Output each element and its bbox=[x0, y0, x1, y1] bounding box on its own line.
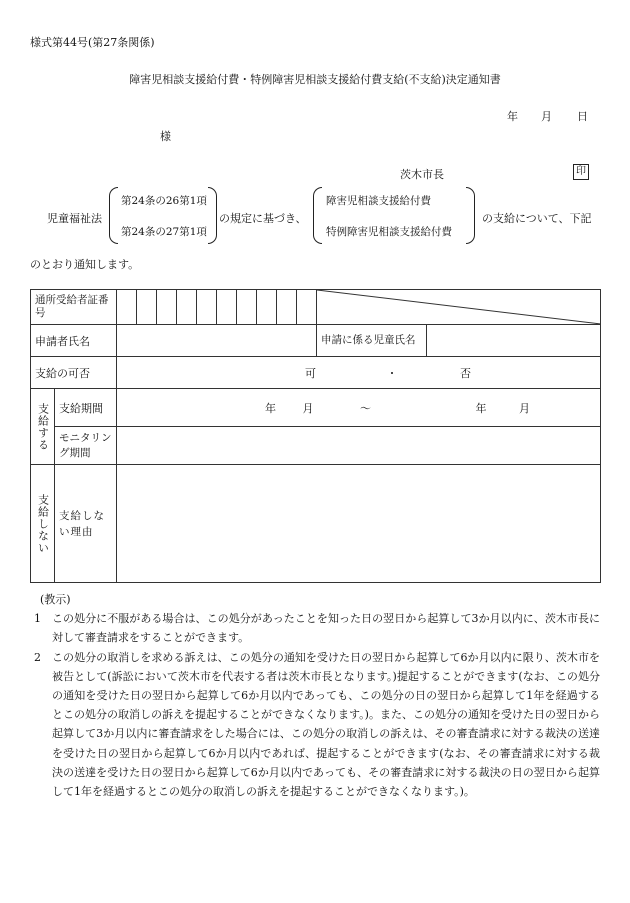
date-day: 日 bbox=[577, 110, 588, 123]
period-tilde: 〜 bbox=[360, 401, 371, 415]
approval-no: 否 bbox=[460, 366, 471, 380]
note-item bbox=[30, 609, 600, 647]
form-number: 様式第44号(第27条関係) bbox=[30, 36, 155, 49]
date-month: 月 bbox=[541, 110, 552, 123]
addressee-suffix: 様 bbox=[160, 130, 171, 143]
document-title: 障害児相談支援給付費・特例障害児相談支援給付費支給(不支給)決定通知書 bbox=[129, 73, 501, 86]
digit-box[interactable] bbox=[237, 290, 257, 324]
digit-box[interactable] bbox=[257, 290, 277, 324]
no-grant-section-label: 支給しない bbox=[36, 493, 50, 554]
note-text: この処分に不服がある場合は、この処分があったことを知った日の翌日から起算して3か月以内に、茨木市長に対して審査請求をすることができます。 bbox=[52, 612, 600, 645]
issuer-name: 茨木市長 bbox=[400, 168, 444, 181]
grant-section-label-cell bbox=[31, 389, 55, 465]
article-2: 第24条の27第1項 bbox=[121, 226, 207, 238]
left-bracket-close bbox=[208, 187, 217, 244]
approval-yes: 可 bbox=[305, 366, 316, 380]
approval-label: 支給の可否 bbox=[31, 357, 117, 389]
article-1: 第24条の26第1項 bbox=[121, 195, 207, 207]
recipient-number-boxes bbox=[117, 290, 317, 325]
period-start-year: 年 bbox=[265, 401, 276, 415]
no-grant-section-label-cell bbox=[31, 465, 55, 583]
digit-box[interactable] bbox=[197, 290, 217, 324]
period-label: 支給期間 bbox=[55, 389, 117, 427]
seal-mark: 印 bbox=[573, 164, 589, 180]
approval-field[interactable] bbox=[117, 357, 601, 389]
note-item bbox=[30, 648, 600, 802]
note-text: この処分の取消しを求める訴えは、この処分の通知を受けた日の翌日から起算して6か月以内に限り、茨木市を被告として(訴訟において茨木市を代表する者は茨木市長となります。)提起することができます(なお、この処分の通知を受けた日の翌日から起算して6か月以内であっても、この処分の日の翌日から起算して1年を経過するとこの処分の取消しの訴えを提起することができなくなります。)。また、この処分の通知を受けた日の翌日から起算して3か月以内に審査請求をした場合には、この処分の取消しの訴えは、その審査請求に対する裁決の送達を受けた日の翌日から起算して6か月以内であれば、提起することができます(なお、その審査請求に対する裁決の送達を受けた日の翌日から起算して6か月以内であっても、その審査請求に対する裁決の日の翌日から起算して1年を経過するとこの処分の取消しの訴えを提起することができなくなります。)。 bbox=[52, 650, 600, 799]
decision-table bbox=[30, 289, 601, 583]
grant-section-label: 支給する bbox=[36, 402, 50, 451]
slashed-cell bbox=[317, 290, 601, 325]
applicant-name-label: 申請者氏名 bbox=[31, 325, 117, 357]
digit-box[interactable] bbox=[297, 290, 316, 324]
monitoring-label: モニタリング期間 bbox=[55, 427, 117, 465]
benefit-2: 特例障害児相談支援給付費 bbox=[326, 226, 452, 238]
digit-box[interactable] bbox=[157, 290, 177, 324]
notes-section bbox=[30, 590, 600, 801]
based-on-text: の規定に基づき、 bbox=[219, 212, 307, 225]
recipient-number-label: 通所受給者証番号 bbox=[31, 290, 117, 325]
law-name: 児童福祉法 bbox=[47, 212, 102, 225]
date-year: 年 bbox=[507, 110, 518, 123]
digit-box[interactable] bbox=[177, 290, 197, 324]
child-name-label: 申請に係る児童氏名 bbox=[317, 325, 427, 357]
continuation-text: のとおり通知します。 bbox=[30, 258, 140, 271]
period-end-year: 年 bbox=[475, 401, 487, 415]
period-start-month: 月 bbox=[302, 401, 314, 415]
benefit-1: 障害児相談支援給付費 bbox=[326, 195, 431, 207]
reason-field[interactable] bbox=[117, 465, 601, 583]
child-name-field[interactable] bbox=[427, 325, 601, 357]
digit-box[interactable] bbox=[137, 290, 157, 324]
period-field[interactable] bbox=[117, 389, 601, 427]
digit-box[interactable] bbox=[117, 290, 137, 324]
monitoring-field[interactable] bbox=[117, 427, 601, 465]
right-bracket-close bbox=[466, 187, 475, 244]
digit-box[interactable] bbox=[217, 290, 237, 324]
right-bracket-open bbox=[313, 187, 322, 244]
period-end-month: 月 bbox=[519, 401, 530, 415]
notes-heading: (教示) bbox=[40, 593, 71, 606]
reason-label: 支給しない理由 bbox=[55, 465, 117, 583]
approval-dot: ・ bbox=[386, 366, 398, 380]
note-number: 1 bbox=[34, 612, 41, 626]
applicant-name-field[interactable] bbox=[117, 325, 317, 357]
note-number: 2 bbox=[34, 650, 41, 664]
left-bracket-open bbox=[109, 187, 118, 244]
diagonal-slash bbox=[317, 290, 601, 324]
regarding-text: の支給について、下記 bbox=[482, 212, 592, 225]
digit-box[interactable] bbox=[277, 290, 297, 324]
